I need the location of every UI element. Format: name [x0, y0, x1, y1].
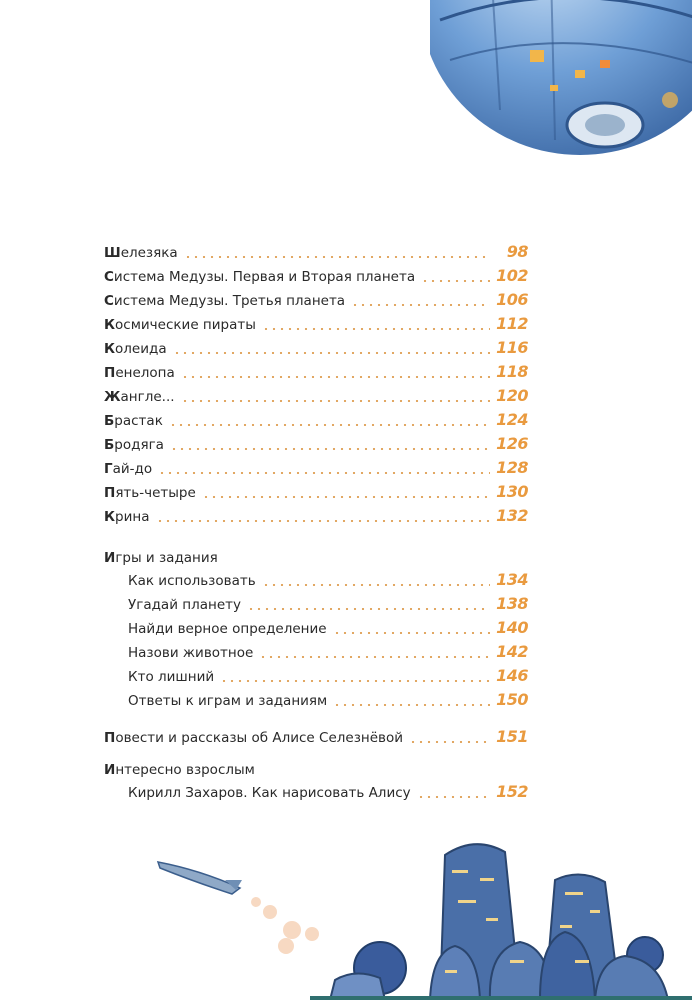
- page-number: 120: [496, 386, 528, 405]
- dot-leader: [169, 424, 490, 426]
- toc-entry[interactable]: Пенелопа 118: [104, 362, 528, 381]
- page-number: 106: [496, 290, 528, 309]
- page-number: 146: [496, 666, 528, 685]
- toc-entry[interactable]: Колеида 116: [104, 338, 528, 357]
- dot-leader: [202, 496, 490, 498]
- dot-leader: [421, 280, 490, 282]
- toc-entry[interactable]: Пять-четыре 130: [104, 482, 528, 501]
- dot-leader: [156, 520, 491, 522]
- spaceship-icon: [158, 862, 242, 894]
- page-number: 124: [496, 410, 528, 429]
- section-heading-adults[interactable]: Интересно взрослым: [104, 762, 255, 778]
- toc-entry-stories[interactable]: Повести и рассказы об Алисе Селезнёвой 151: [104, 727, 528, 746]
- page-number: 140: [496, 618, 528, 637]
- toc-entry[interactable]: Бродяга 126: [104, 434, 528, 453]
- page-number: 112: [496, 314, 528, 333]
- toc-entry[interactable]: Кто лишний 146: [128, 666, 528, 685]
- toc-entry[interactable]: Брастак 124: [104, 410, 528, 429]
- dot-leader: [259, 656, 490, 658]
- page-number: 134: [496, 570, 528, 589]
- dot-leader: [333, 704, 490, 706]
- page-number: 128: [496, 458, 528, 477]
- dot-leader: [247, 608, 490, 610]
- toc-entry[interactable]: Крина 132: [104, 506, 528, 525]
- page-number: 150: [496, 690, 528, 709]
- toc-entry[interactable]: Угадай планету 138: [128, 594, 528, 613]
- dot-leader: [181, 400, 490, 402]
- dot-leader: [417, 796, 490, 798]
- toc-entry[interactable]: Как использовать 134: [128, 570, 528, 589]
- toc-entry[interactable]: Жангле... 120: [104, 386, 528, 405]
- page-number: 118: [496, 362, 528, 381]
- toc-entry[interactable]: Космические пираты 112: [104, 314, 528, 333]
- dot-leader: [351, 304, 490, 306]
- city-illustration: [0, 830, 692, 1000]
- page-number: 130: [496, 482, 528, 501]
- toc-entry[interactable]: Система Медузы. Третья планета 106: [104, 290, 528, 309]
- dot-leader: [262, 328, 490, 330]
- section-heading-games[interactable]: Игры и задания: [104, 550, 218, 566]
- dot-leader: [158, 472, 490, 474]
- toc-entry[interactable]: Система Медузы. Первая и Вторая планета 102: [104, 266, 528, 285]
- page-number: 142: [496, 642, 528, 661]
- page-number: 116: [496, 338, 528, 357]
- toc-entry[interactable]: Найди верное определение 140: [128, 618, 528, 637]
- page-number: 126: [496, 434, 528, 453]
- page-number: 151: [496, 727, 528, 746]
- page-number: 102: [496, 266, 528, 285]
- dot-leader: [184, 256, 490, 258]
- page-number: 152: [496, 782, 528, 801]
- dot-leader: [173, 352, 490, 354]
- dot-leader: [220, 680, 490, 682]
- page-number: 132: [496, 506, 528, 525]
- toc-entry[interactable]: Ответы к играм и заданиям 150: [128, 690, 528, 709]
- page-number: 138: [496, 594, 528, 613]
- dot-leader: [262, 584, 490, 586]
- dot-leader: [333, 632, 490, 634]
- dot-leader: [181, 376, 490, 378]
- toc-entry[interactable]: Шелезяка 98: [104, 242, 528, 261]
- page-number: 98: [506, 242, 528, 261]
- toc-entry[interactable]: Назови животное 142: [128, 642, 528, 661]
- toc-entry[interactable]: Кирилл Захаров. Как нарисовать Алису 152: [128, 782, 528, 801]
- dot-leader: [170, 448, 490, 450]
- dot-leader: [409, 741, 490, 743]
- toc-entry[interactable]: Гай-до 128: [104, 458, 528, 477]
